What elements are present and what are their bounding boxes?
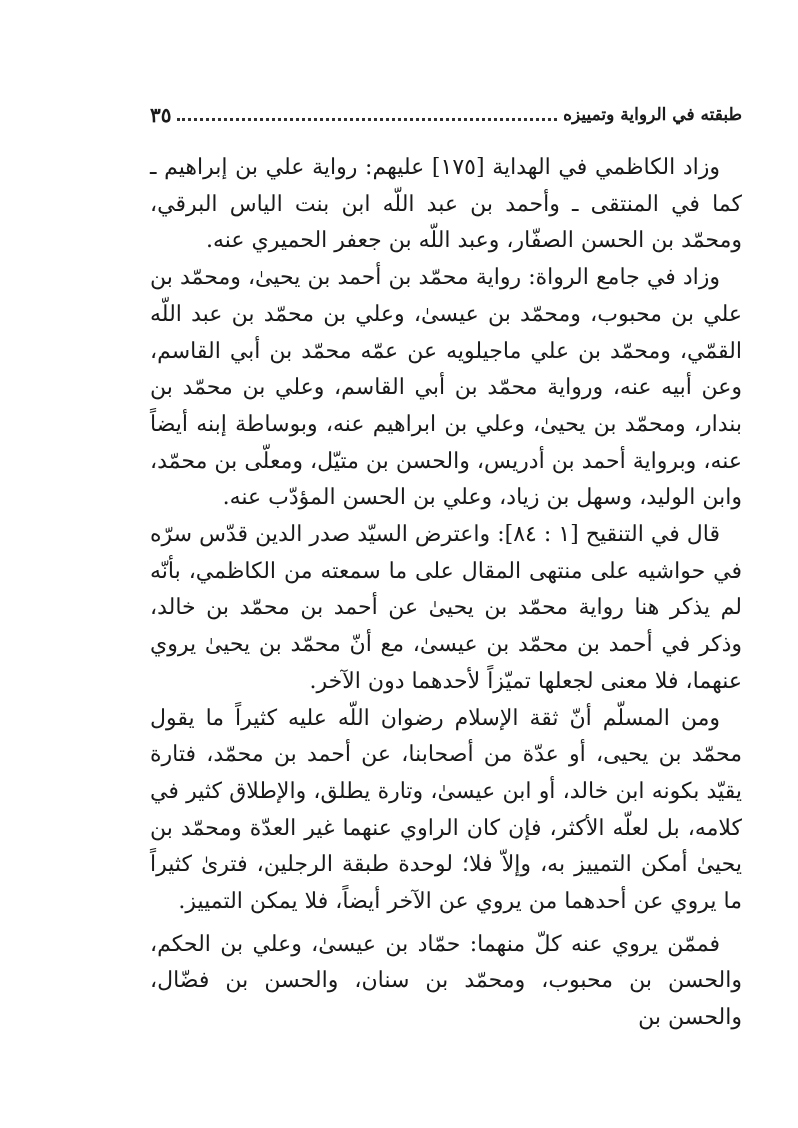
paragraph: قال في التنقيح [١ : ٨٤]: واعترض السيّد صدر الدين قدّس سرّه في حواشيه على منتهى المقال على ما سمعته من الكاظمي، بأنّه لم يذكر هنا رواية محمّد بن يحيىٰ عن أحمد بن محمّد بن خالد، وذكر في أحمد بن محمّد بن عيسىٰ، مع أنّ محمّد بن يحيىٰ يروي عنهما، فلا معنى لجعلها تميّزاً لأحدهما دون الآخر.	[150, 522, 742, 694]
page-number: ٣٥	[150, 103, 172, 127]
leader-dots	[177, 108, 557, 121]
paragraph: فممّن يروي عنه كلّ منهما: حمّاد بن عيسىٰ، وعلي بن الحكم، والحسن بن محبوب، ومحمّد بن سنان، والحسن بن فضّال، والحسن بن	[150, 931, 742, 1031]
paragraph: وزاد في جامع الرواة: رواية محمّد بن أحمد بن يحيىٰ، ومحمّد بن علي بن محبوب، ومحمّد بن عيسىٰ، وعلي بن محمّد بن عبد اللّه القمّي، ومحمّد بن علي ماجيلويه عن عمّه محمّد بن أبي القاسم، وعن أبيه عنه، ورواية محمّد بن أبي القاسم، وعلي بن محمّد بن بندار، ومحمّد بن يحيىٰ، وعلي بن ابراهيم عنه، وبوساطة إبنه أيضاً عنه، وبرواية أحمد بن أدريس، والحسن بن متيّل، ومعلّى بن محمّد، وابن الوليد، وسهل بن زياد، وعلي بن الحسن المؤدّب عنه.	[150, 265, 742, 511]
body-text	[150, 150, 742, 1037]
running-header	[150, 100, 742, 130]
running-title: طبقته في الرواية وتمييزه	[563, 105, 742, 125]
paragraph: ومن المسلّم أنّ ثقة الإسلام رضوان اللّه عليه كثيراً ما يقول محمّد بن يحيى، أو عدّة من أصحابنا، عن أحمد بن محمّد، فتارة يقيّد بكونه ابن خالد، أو ابن عيسىٰ، وتارة يطلق، والإطلاق كثير في كلامه، بل لعلّه الأكثر، فإن كان الراوي عنهما غير العدّة ومحمّد بن يحيىٰ أمكن التمييز به، وإلاّ فلا؛ لوحدة طبقة الرجلين، فترىٰ كثيراً ما يروي عن أحدهما من يروي عن الآخر أيضاً، فلا يمكن التمييز.	[150, 705, 742, 915]
paragraph: وزاد الكاظمي في الهداية [١٧٥] عليهم: رواية علي بن إبراهيم ـ كما في المنتقى ـ وأحمد بن عبد اللّه ابن بنت الياس البرقي، ومحمّد بن الحسن الصفّار، وعبد اللّه بن جعفر الحميري عنه.	[150, 155, 742, 254]
